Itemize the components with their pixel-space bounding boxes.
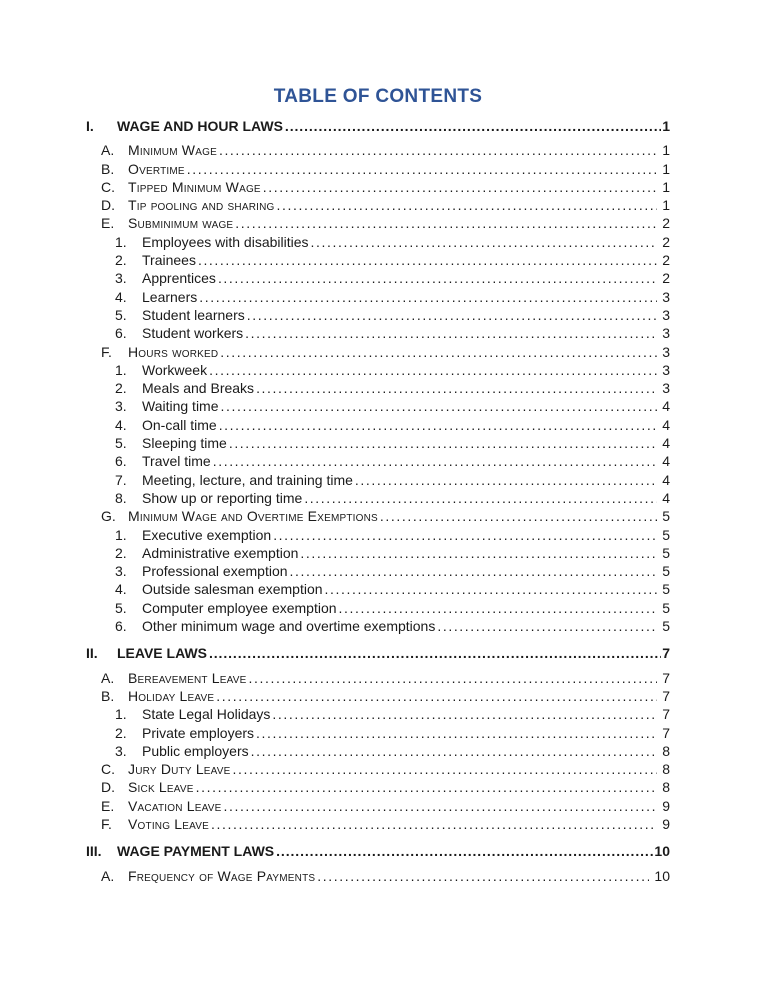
toc-entry	[115, 379, 670, 397]
toc-entry-page: 5	[662, 526, 670, 543]
toc-entry-marker: 3.	[115, 742, 127, 759]
toc-entry-marker: 6.	[115, 325, 127, 342]
dot-leader	[254, 724, 657, 742]
dot-leader	[216, 269, 657, 287]
toc-entry	[101, 343, 670, 361]
toc-entry-page: 7	[662, 645, 670, 662]
toc-entry-page: 8	[662, 779, 670, 796]
toc-entry	[101, 867, 670, 885]
dot-leader	[378, 507, 657, 525]
toc-entry-label: Trainees	[142, 252, 196, 269]
toc-entry-label: Vacation Leave	[128, 797, 222, 814]
toc-entry	[86, 644, 670, 662]
toc-entry-label: Tipped Minimum Wage	[128, 178, 261, 195]
dot-leader	[288, 562, 658, 580]
toc-entry-marker: 2.	[115, 724, 127, 741]
toc-entry-label: WAGE AND HOUR LAWS	[117, 118, 283, 134]
toc-entry-marker: 5.	[115, 306, 127, 323]
toc-entry-marker: 4.	[115, 288, 127, 305]
toc-entry	[115, 434, 670, 452]
toc-entry-label: Learners	[142, 288, 198, 305]
toc-entry-marker: 3.	[115, 270, 127, 287]
toc-entry	[101, 507, 670, 525]
toc-entry-marker: 6.	[115, 453, 127, 470]
toc-entry-page: 1	[662, 118, 670, 134]
toc-entry-label: Student workers	[142, 325, 244, 342]
toc-entry-page: 2	[662, 270, 670, 287]
toc-entry-label: Professional exemption	[142, 563, 288, 580]
toc-entry-marker: 2.	[115, 252, 127, 269]
toc-entry	[115, 452, 670, 470]
dot-leader	[271, 526, 657, 544]
toc-entry-page: 3	[662, 380, 670, 397]
toc-entry-page: 3	[662, 306, 670, 323]
toc-entry-page: 2	[662, 252, 670, 269]
toc-entry-marker: A.	[101, 669, 115, 686]
toc-entry-label: Administrative exemption	[142, 544, 299, 561]
toc-entry	[101, 196, 670, 214]
dot-leader	[435, 617, 657, 635]
toc-entry-marker: D.	[101, 197, 115, 214]
toc-entry	[115, 361, 670, 379]
dot-leader	[233, 214, 657, 232]
toc-entry-marker: I.	[86, 118, 94, 134]
toc-entry-marker: B.	[101, 687, 115, 704]
toc-entry	[115, 471, 670, 489]
toc-entry-page: 4	[662, 398, 670, 415]
toc-entry-label: Student learners	[142, 306, 245, 323]
toc-entry	[115, 397, 670, 415]
dot-leader	[245, 306, 657, 324]
toc-entry	[101, 778, 670, 796]
toc-entry-label: Other minimum wage and overtime exemptions	[142, 618, 436, 635]
dot-leader	[218, 343, 657, 361]
toc-entry-marker: C.	[101, 178, 115, 195]
dot-leader	[209, 815, 657, 833]
toc-entry-label: Overtime	[128, 160, 185, 177]
toc-entry-label: Hours worked	[128, 343, 219, 360]
toc-entry-marker: F.	[101, 343, 112, 360]
toc-entry-label: Public employers	[142, 742, 249, 759]
toc-entry-page: 3	[662, 288, 670, 305]
toc-entry-label: Jury Duty Leave	[128, 761, 231, 778]
dot-leader	[249, 742, 658, 760]
toc-entry-label: Voting Leave	[128, 815, 210, 832]
dot-leader	[227, 434, 657, 452]
toc-entry	[115, 705, 670, 723]
dot-leader	[337, 599, 658, 617]
toc-entry	[115, 306, 670, 324]
dot-leader	[283, 117, 661, 135]
toc-title: TABLE OF CONTENTS	[273, 86, 483, 107]
toc-entry	[115, 288, 670, 306]
dot-leader	[247, 669, 658, 687]
toc-entry-label: Meals and Breaks	[142, 380, 255, 397]
toc-entry-label: Travel time	[142, 453, 211, 470]
toc-entry-page: 5	[662, 599, 670, 616]
toc-entry	[115, 562, 670, 580]
toc-entry-page: 5	[662, 581, 670, 598]
toc-entry	[115, 251, 670, 269]
toc-entry	[115, 324, 670, 342]
toc-entry	[115, 599, 670, 617]
dot-leader	[270, 705, 657, 723]
toc-entry-marker: 4.	[115, 581, 127, 598]
toc-entry	[101, 760, 670, 778]
toc-entry-label: State Legal Holidays	[142, 706, 271, 723]
toc-entry	[101, 214, 670, 232]
dot-leader	[197, 288, 657, 306]
toc-entry-page: 9	[662, 797, 670, 814]
dot-leader	[274, 842, 653, 860]
toc-entry	[101, 178, 670, 196]
toc-entry-marker: 1.	[115, 361, 127, 378]
toc-entry-label: Executive exemption	[142, 526, 272, 543]
toc-entry-page: 5	[662, 618, 670, 635]
toc-entry-page: 3	[662, 343, 670, 360]
toc-entry-label: Holiday Leave	[128, 687, 215, 704]
dot-leader	[275, 196, 658, 214]
toc-entry-page: 5	[662, 544, 670, 561]
toc-entry-label: Computer employee exemption	[142, 599, 337, 616]
dot-leader	[254, 379, 657, 397]
toc-entry	[115, 416, 670, 434]
toc-entry-label: LEAVE LAWS	[117, 645, 207, 662]
toc-entry-marker: A.	[101, 867, 115, 884]
toc-entry-page: 8	[662, 761, 670, 778]
toc-entry-marker: III.	[86, 843, 102, 860]
toc-entry-page: 5	[662, 563, 670, 580]
toc-entry	[101, 160, 670, 178]
toc-entry-label: Private employers	[142, 724, 255, 741]
toc-entry-label: On-call time	[142, 416, 217, 433]
toc-entry-label: Sick Leave	[128, 779, 194, 796]
toc-entry-marker: 2.	[115, 380, 127, 397]
toc-entry-label: Frequency of Wage Payments	[128, 867, 316, 884]
toc-entry-marker: 7.	[115, 471, 127, 488]
toc-entry-label: Subminimum wage	[128, 215, 234, 232]
dot-leader	[353, 471, 657, 489]
toc-entry	[101, 669, 670, 687]
toc-entry	[115, 724, 670, 742]
toc-entry-marker: 8.	[115, 489, 127, 506]
toc-entry-page: 7	[662, 724, 670, 741]
toc-entry	[86, 842, 670, 860]
toc-entry-page: 10	[654, 843, 670, 860]
dot-leader	[194, 778, 658, 796]
toc-entry-page: 2	[662, 233, 670, 250]
toc-entry-marker: 5.	[115, 435, 127, 452]
toc-entry-label: Meeting, lecture, and training time	[142, 471, 353, 488]
toc-entry-marker: 6.	[115, 618, 127, 635]
toc-entry	[115, 489, 670, 507]
toc-entry-page: 1	[662, 160, 670, 177]
toc-entry-marker: E.	[101, 797, 115, 814]
toc-entry-label: Workweek	[142, 361, 208, 378]
toc-entry-marker: 1.	[115, 526, 127, 543]
toc-entry-marker: 1.	[115, 233, 127, 250]
dot-leader	[217, 141, 657, 159]
dot-leader	[231, 760, 658, 778]
toc-entry-label: Employees with disabilities	[142, 233, 309, 250]
dot-leader	[243, 324, 657, 342]
toc-entry-page: 10	[654, 867, 670, 884]
toc-entry-page: 7	[662, 687, 670, 704]
toc-entry	[115, 269, 670, 287]
toc-entry-page: 1	[662, 142, 670, 159]
toc-entry	[101, 687, 670, 705]
toc-entry-page: 8	[662, 742, 670, 759]
toc-entry-label: Minimum Wage	[128, 142, 217, 159]
toc-entry-page: 7	[662, 669, 670, 686]
toc-entry-marker: 5.	[115, 599, 127, 616]
toc-entry	[115, 617, 670, 635]
toc-entry-label: Minimum Wage and Overtime Exemptions	[128, 508, 378, 525]
toc-entry-marker: 4.	[115, 416, 127, 433]
toc-entry-label: WAGE PAYMENT LAWS	[117, 843, 275, 860]
toc-entry	[115, 544, 670, 562]
toc-entry-page: 4	[662, 489, 670, 506]
dot-leader	[309, 233, 658, 251]
toc-entry	[115, 233, 670, 251]
toc-entry	[115, 526, 670, 544]
toc-entry-page: 4	[662, 453, 670, 470]
dot-leader	[185, 160, 657, 178]
toc-entry-page: 5	[662, 508, 670, 525]
toc-entry-label: Tip pooling and sharing	[128, 197, 275, 214]
toc-entry-label: Outside salesman exemption	[142, 581, 323, 598]
toc-entry-label: Apprentices	[142, 270, 216, 287]
toc-entry-marker: F.	[101, 815, 112, 832]
dot-leader	[315, 867, 649, 885]
toc-entry-marker: A.	[101, 142, 115, 159]
toc-entry	[86, 117, 670, 135]
toc-entry-marker: 1.	[115, 706, 127, 723]
toc-entry-marker: 2.	[115, 544, 127, 561]
toc-entry-marker: 3.	[115, 563, 127, 580]
dot-leader	[302, 489, 657, 507]
dot-leader	[211, 452, 657, 470]
toc-entry-page: 4	[662, 435, 670, 452]
toc-entry-page: 1	[662, 178, 670, 195]
dot-leader	[221, 797, 657, 815]
toc-entry-marker: C.	[101, 761, 115, 778]
toc-entry-marker: G.	[101, 508, 116, 525]
toc-entry-page: 9	[662, 815, 670, 832]
toc-entry	[101, 797, 670, 815]
toc-entry-marker: II.	[86, 645, 98, 662]
dot-leader	[219, 397, 658, 415]
dot-leader	[217, 416, 658, 434]
toc-entry-label: Waiting time	[142, 398, 219, 415]
toc-entry-page: 7	[662, 706, 670, 723]
table-of-contents	[86, 117, 670, 885]
dot-leader	[207, 644, 661, 662]
toc-entry	[115, 742, 670, 760]
toc-entry-marker: E.	[101, 215, 115, 232]
toc-entry-label: Show up or reporting time	[142, 489, 303, 506]
toc-entry	[101, 815, 670, 833]
dot-leader	[214, 687, 657, 705]
toc-entry-marker: B.	[101, 160, 115, 177]
toc-entry-page: 3	[662, 361, 670, 378]
toc-entry-marker: 3.	[115, 398, 127, 415]
toc-entry	[115, 580, 670, 598]
toc-entry-label: Bereavement Leave	[128, 669, 247, 686]
dot-leader	[196, 251, 657, 269]
toc-entry-label: Sleeping time	[142, 435, 227, 452]
toc-entry-page: 1	[662, 197, 670, 214]
toc-entry-page: 3	[662, 325, 670, 342]
dot-leader	[323, 580, 658, 598]
dot-leader	[298, 544, 657, 562]
toc-entry-marker: D.	[101, 779, 115, 796]
toc-entry-page: 4	[662, 416, 670, 433]
dot-leader	[207, 361, 657, 379]
toc-entry	[101, 141, 670, 159]
toc-entry-page: 2	[662, 215, 670, 232]
dot-leader	[261, 178, 657, 196]
toc-entry-page: 4	[662, 471, 670, 488]
